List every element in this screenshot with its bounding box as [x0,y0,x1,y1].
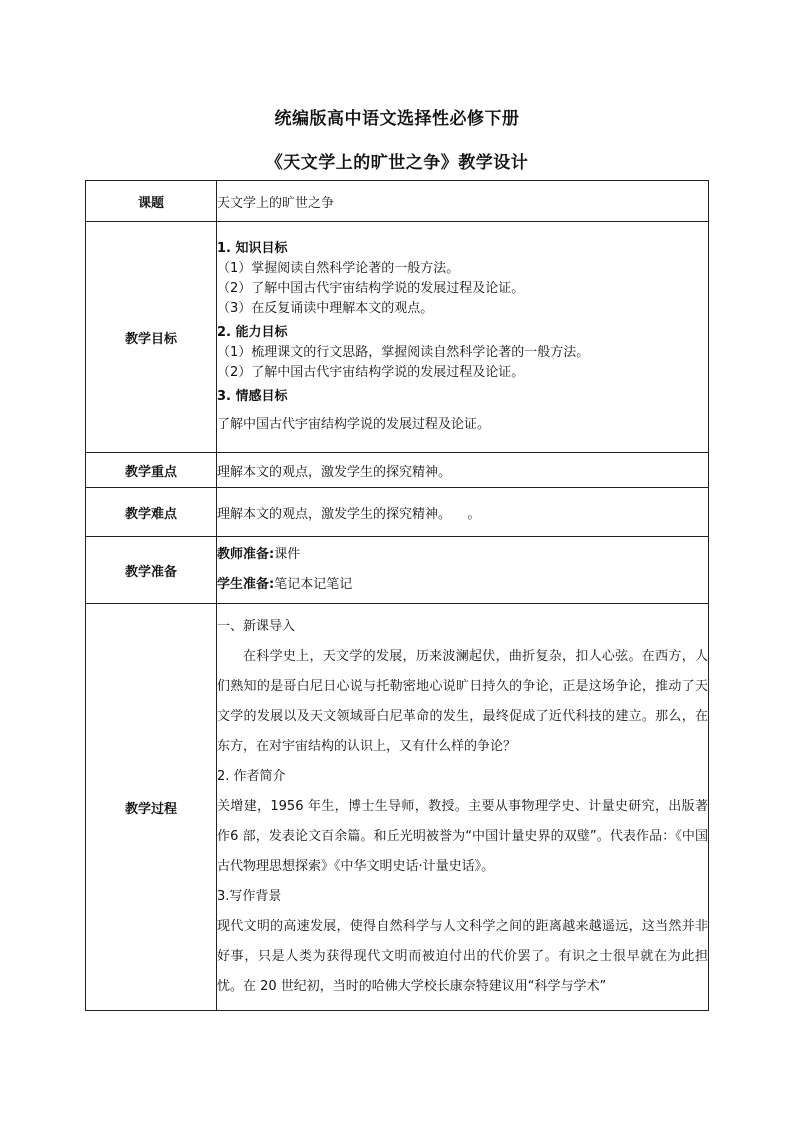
row-process [86,604,709,1011]
process-label: 教学过程 [86,604,217,1011]
topic-value: 天文学上的旷世之争 [217,181,709,222]
knowledge-goal-item: （2）了解中国古代宇宙结构学说的发展过程及论证。 [217,281,525,296]
ability-goal-item: （1）梳理课文的行文思路，掌握阅读自然科学论著的一般方法。 [217,345,590,360]
emotion-goal-text: 了解中国古代宇宙结构学说的发展过程及论证。 [217,417,491,432]
knowledge-goal-item: （1）掌握阅读自然科学论著的一般方法。 [217,261,460,276]
difficulty-value: 理解本文的观点，激发学生的探究精神。 。 [217,488,709,537]
topic-label: 课题 [86,181,217,222]
knowledge-goal-item: （3）在反复诵读中理解本文的观点。 [217,301,434,316]
goals-content [217,222,709,453]
row-preparation [86,537,709,604]
row-difficulty [86,488,709,537]
ability-goal-heading: 2. 能力目标 [217,325,288,340]
ability-goal-item: （2）了解中国古代宇宙结构学说的发展过程及论证。 [217,365,525,380]
section-heading-author: 2. 作者简介 [217,769,286,784]
knowledge-goal-heading: 1. 知识目标 [217,241,288,256]
row-goals [86,222,709,453]
focus-label: 教学重点 [86,453,217,488]
student-prep-value: 笔记本记笔记 [274,577,353,592]
row-focus [86,453,709,488]
process-content [217,604,709,1011]
lesson-plan-table [85,180,709,1011]
goals-label: 教学目标 [86,222,217,453]
preparation-label: 教学准备 [86,537,217,604]
author-paragraph: 关增建，1956 年生，博士生导师，教授。主要从事物理学史、计量史研究，出版著作6 部，发表论文百余篇。和丘光明被誉为“中国计量史界的双璧”。代表作品：《中国古代物理思想探索》《中华文明史话·计量史话》。 [217,799,708,874]
teacher-prep-value: 课件 [274,547,301,562]
section-heading-intro: 一、新课导入 [217,619,296,634]
section-heading-background: 3.写作背景 [217,889,282,904]
row-topic [86,181,709,222]
focus-value: 理解本文的观点，激发学生的探究精神。 [217,453,709,488]
preparation-content [217,537,709,604]
document-title: 统编版高中语文选择性必修下册 [274,109,520,129]
difficulty-label: 教学难点 [86,488,217,537]
student-prep-label: 学生准备: [217,577,275,592]
intro-paragraph: 在科学史上，天文学的发展，历来波澜起伏，曲折复杂，扣人心弦。在西方，人们熟知的是哥白尼日心说与托勒密地心说旷日持久的争论，正是这场争论，推动了天文学的发展以及天文领域哥白尼革命的发生，最终促成了近代科技的建立。那么，在东方，在对宇宙结构的认识上，又有什么样的争论？ [217,649,708,754]
document-subtitle: 《天文学上的旷世之争》教学设计 [265,153,529,173]
emotion-goal-heading: 3. 情感目标 [217,389,288,404]
teacher-prep-label: 教师准备: [217,547,275,562]
background-paragraph: 现代文明的高速发展，使得自然科学与人文科学之间的距离越来越遥远，这当然并非好事，只是人类为获得现代文明而被迫付出的代价罢了。有识之士很早就在为此担忧。在 20 世纪初，当时的哈佛大学校长康奈特建议用“科学与学术” [217,919,708,994]
